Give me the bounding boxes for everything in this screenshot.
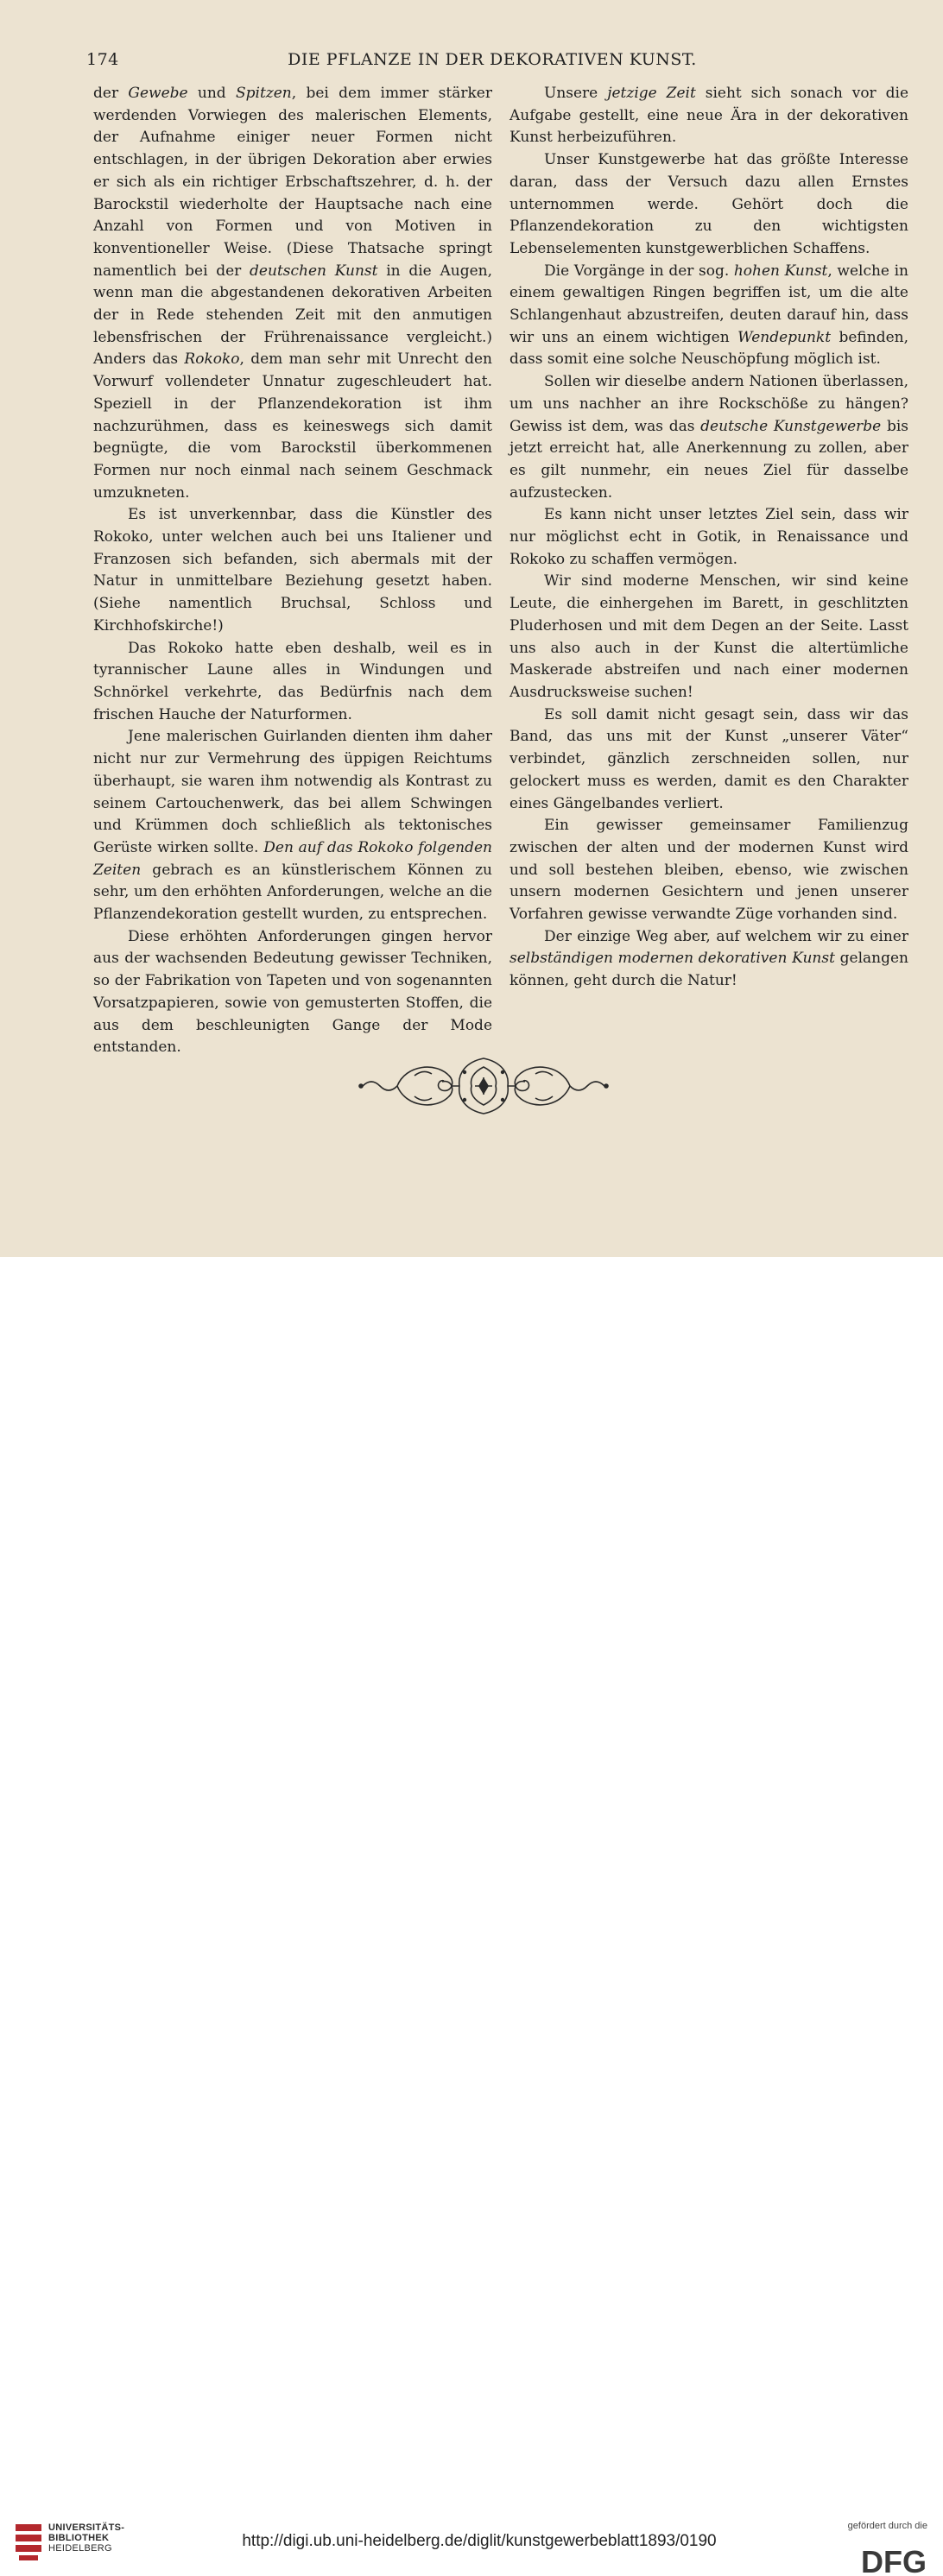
scanned-page xyxy=(0,0,943,1257)
permalink-url[interactable]: http://digi.ub.uni-heidelberg.de/diglit/kunstgewerbeblatt1893/0190 xyxy=(242,2532,717,2550)
library-line-3: HEIDELBERG xyxy=(48,2543,112,2554)
left-paragraph-3: Das Rokoko hatte eben deshalb, weil es in tyrannischer Laune alles in Windungen und Schnörkel verkehrte, das Bedürfnis nach dem frischen Hauche der Naturformen. xyxy=(93,639,492,723)
right-paragraph-7: Es soll damit nicht gesagt sein, dass wir das Band, das uns mit der Kunst „unserer Väter“ verbindet, gänzlich zerschneiden sollen, nur gelockert muss es werden, damit es den Charakter eines Gängelbandes verliert. xyxy=(509,705,908,812)
page-header xyxy=(86,50,898,74)
decorative-ornament xyxy=(354,1051,613,1121)
left-paragraph-2: Es ist unverkennbar, dass die Künstler des Rokoko, unter welchen auch bei uns Italiener und Franzosen sich befanden, sich abermals mit der Natur in unmittelbare Beziehung gesetzt haben. (Siehe namentlich Bruchsal, Schloss und Kirchhofskirche!) xyxy=(93,506,492,635)
right-paragraph-8: Ein gewisser gemeinsamer Familienzug zwischen der alten und der modernen Kunst wird und soll bestehen bleiben, ebenso, wie zwischen unsern modernen Gesichtern und jenen unserer Vorfahren gewisse verwandte Züge vorhanden sind. xyxy=(509,817,908,924)
right-paragraph-2: Unser Kunstgewerbe hat das größte Interesse daran, dass der Versuch dazu allen Ernstes unternommen werde. Gehört doch die Pflanzendekoration zu den wichtigsten Lebenselementen kunstgewerblichen Schaffens. xyxy=(509,151,908,257)
library-line-1: UNIVERSITÄTS- xyxy=(48,2522,125,2533)
footer-bar xyxy=(0,1257,943,2576)
right-paragraph-5: Es kann nicht unser letztes Ziel sein, dass wir nur möglichst echt in Gotik, in Renaissance und Rokoko zu schaffen vermögen. xyxy=(509,506,908,568)
library-name xyxy=(48,2522,124,2554)
left-paragraph-1: der Gewebe und Spitzen, bei dem immer stärker werdenden Vorwiegen des malerischen Elements, der Aufnahme einiger neuer Formen nicht entschlagen, in der übrigen Dekoration aber erwies er sich als ein richtiger Erbschaftszehrer, d. h. der Barockstil wiederholte der Hauptsache nach eine Anzahl von Formen und von Motiven in konventioneller Weise. (Diese Thatsache springt namentlich bei der deutschen Kunst in die Augen, wenn man die abgestandenen dekorativen Arbeiten der in Rede stehenden Zeit mit den anmutigen lebensfrischen der Frührenaissance vergleicht.) Anders das Rokoko, dem man sehr mit Unrecht den Vorwurf vollendeter Unnatur zugeschleudert hat. Speziell in der Pflanzendekoration ist ihm nachzurühmen, dass es keineswegs sich damit begnügte, die vom Barockstil überkommenen Formen nur noch einmal nach seinem Geschmack umzukneten. xyxy=(93,85,492,502)
page-number: 174 xyxy=(86,50,119,69)
left-column xyxy=(93,83,492,1059)
dfg-text: DFG xyxy=(861,2545,927,2576)
running-title: DIE PFLANZE IN DER DEKORATIVEN KUNST. xyxy=(288,50,697,69)
right-paragraph-1: Unsere jetzige Zeit sieht sich sonach vor die Aufgabe gestellt, eine neue Ära in der dekorativen Kunst herbeizuführen. xyxy=(509,85,909,147)
funded-by-label: gefördert durch die xyxy=(847,2521,927,2531)
dfg-logo xyxy=(842,2545,928,2576)
right-paragraph-6: Wir sind moderne Menschen, wir sind keine Leute, die einhergehen im Barett, in geschlitzten Pluderhosen und mit dem Degen an der Seite. Lasst uns also auch in der Kunst die altertümliche Maskerade abstreifen und nach einer modernen Ausdrucksweise suchen! xyxy=(509,572,908,701)
right-paragraph-4: Sollen wir dieselbe andern Nationen überlassen, um uns nachher an ihre Rockschöße zu hängen? Gewiss ist dem, was das deutsche Kunstgewerbe bis jetzt erreicht hat, alle Anerkennung zu zollen, aber es gilt nunmehr, ein neues Ziel für dasselbe aufzustecken. xyxy=(509,373,908,502)
left-paragraph-4: Jene malerischen Guirlanden dienten ihm daher nicht nur zur Vermehrung des üppigen Reichtums überhaupt, sie waren ihm notwendig als Kontrast zu seinem Cartouchenwerk, das bei allem Schwingen und Krümmen doch schließlich als tektonisches Gerüste wirken sollte. Den auf das Rokoko folgenden Zeiten gebrach es an künstlerischem Können zu sehr, um den erhöhten Anforderungen, welche an die Pflanzendekoration gestellt wurden, zu entsprechen. xyxy=(93,728,492,924)
library-line-2: BIBLIOTHEK xyxy=(48,2533,110,2543)
right-paragraph-9: Der einzige Weg aber, auf welchem wir zu einer selbständigen modernen dekorativen Kunst gelangen können, geht durch die Natur! xyxy=(509,927,909,990)
right-paragraph-3: Die Vorgänge in der sog. hohen Kunst, welche in einem gewaltigen Ringen begriffen ist, um die alte Schlangenhaut abzustreifen, deuten darauf hin, dass wir uns an einem wichtigen Wendepunkt befinden, dass somit eine solche Neuschöpfung möglich ist. xyxy=(509,262,908,369)
left-paragraph-5: Diese erhöhten Anforderungen gingen hervor aus der wachsenden Bedeutung gewisser Techniken, so der Fabrikation von Tapeten und von sogenannten Vorsatzpapieren, sowie von gemusterten Stoffen, die aus dem beschleunigten Gange der Mode entstanden. xyxy=(93,927,492,1057)
right-column xyxy=(509,83,908,993)
